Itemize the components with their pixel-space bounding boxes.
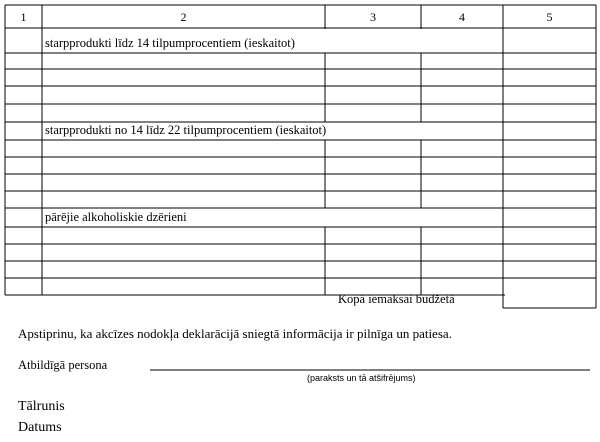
section-label-other-alcohol: pārējie alkoholiskie dzērieni <box>45 210 187 224</box>
column-header-1: 1 <box>20 10 27 24</box>
responsible-person-label: Atbildīgā persona <box>18 358 108 372</box>
section-label-14-to-22: starpprodukti no 14 līdz 22 tilpumprocentiem (ieskaitot) <box>45 123 327 137</box>
column-header-2: 2 <box>180 10 187 24</box>
column-header-5: 5 <box>546 10 553 24</box>
section-label-up-to-14: starpprodukti līdz 14 tilpumprocentiem (ieskaitot) <box>45 36 295 50</box>
column-header-3: 3 <box>370 10 376 24</box>
column-header-4: 4 <box>459 10 465 24</box>
date-label: Datums <box>18 420 62 435</box>
signature-caption: (paraksts un tā atšifrējums) <box>307 373 416 383</box>
phone-label: Tālrunis <box>18 399 65 414</box>
total-budget-label: Kopā iemaksai budžetā <box>338 292 455 306</box>
declaration-statement: Apstiprinu, ka akcīzes nodokļa deklarācijā sniegtā informācija ir pilnīga un patiesa. <box>18 326 452 341</box>
